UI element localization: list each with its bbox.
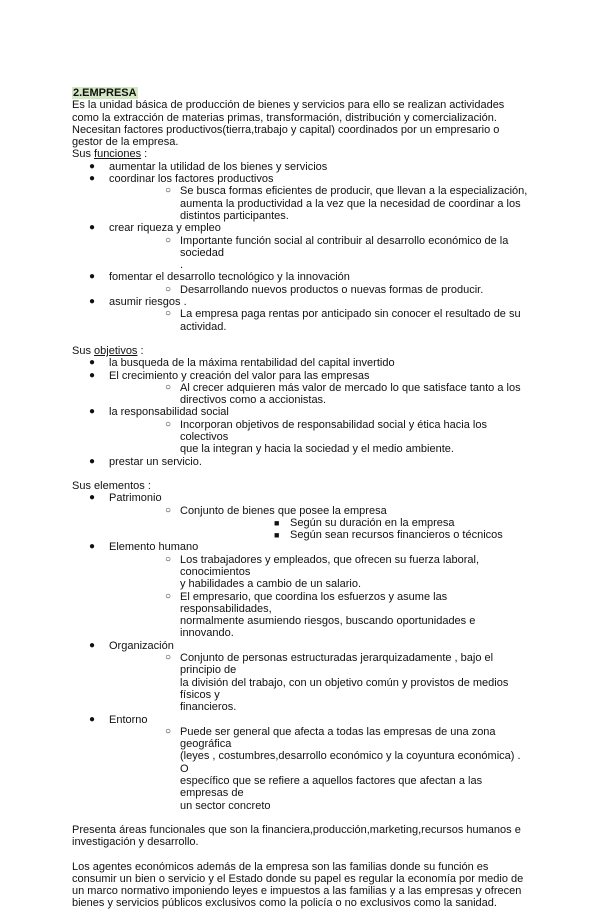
objetivos-word: objetivos	[94, 344, 138, 357]
sublist-item	[109, 235, 532, 272]
patrimonio-subsublist	[180, 517, 532, 542]
funciones-prefix: Sus	[72, 148, 95, 161]
circle-bullet-icon: ○	[165, 590, 172, 602]
sublist-item-line: .	[180, 259, 184, 272]
elementos-heading: Sus elementos :	[72, 479, 151, 492]
agentes-paragraph-line: un marco normativo imponiendo leyes e impuestos a las familias y a las empresas y ofrecen	[72, 885, 522, 898]
sublist	[109, 308, 532, 333]
list-item	[72, 406, 532, 455]
sublist-item	[109, 185, 532, 222]
sublist-item-line: Se busca formas eficientes de producir, que llevan a la especialización,	[180, 185, 528, 198]
sublist	[109, 554, 532, 640]
patrimonio-sublist	[109, 505, 532, 542]
list-item	[72, 640, 532, 714]
sublist-item-line: Los trabajadores y empleados, que ofrecen su fuerza laboral, conocimientos	[180, 553, 480, 578]
bullet-icon: ●	[89, 406, 96, 418]
list-item	[72, 173, 532, 222]
sublist	[109, 726, 532, 812]
patrimonio-desc: Conjunto de bienes que posee la empresa	[180, 504, 387, 517]
list-item	[72, 222, 532, 271]
sublist-item	[109, 284, 532, 296]
sublist-item-line: aumenta la productividad a la vez que la necesidad de coordinar a los	[180, 197, 521, 210]
sublist	[109, 284, 532, 296]
areas-paragraph-line: investigación y desarrollo.	[72, 836, 199, 849]
sublist-item-text	[180, 554, 479, 591]
sublist-item-text	[180, 235, 508, 272]
spacer	[72, 333, 532, 345]
intro-paragraph-line: Es la unidad básica de producción de bienes y servicios para ello se realizan actividades	[72, 99, 505, 112]
patrimonio-label: Patrimonio	[109, 492, 162, 505]
list-item	[72, 271, 532, 296]
sublist-item-text	[180, 185, 527, 222]
bullet-icon: ●	[89, 369, 96, 381]
list-item-text: crear riqueza y empleo	[109, 222, 221, 235]
sublist-item-line: normalmente asumiendo riesgos, buscando oportunidades e innovando.	[180, 615, 476, 640]
funciones-word: funciones	[94, 148, 142, 161]
sublist	[109, 235, 532, 272]
list-item-patrimonio	[72, 492, 532, 541]
bullet-icon: ●	[89, 222, 96, 234]
subsublist-item	[180, 517, 532, 529]
funciones-suffix: :	[141, 148, 148, 161]
square-bullet-icon: ■	[274, 517, 280, 528]
sublist-item-line: Conjunto de personas estructuradas jerarquizadamente , bajo el principio de	[180, 652, 494, 677]
bullet-icon: ●	[89, 271, 96, 283]
spacer	[72, 468, 532, 480]
sublist	[109, 419, 532, 456]
objetivos-heading	[72, 345, 532, 357]
list-item-text: prestar un servicio.	[109, 455, 202, 468]
bullet-icon: ●	[89, 541, 96, 553]
sublist-item	[109, 554, 532, 591]
sublist-item	[109, 505, 532, 542]
square-bullet-icon: ■	[274, 530, 280, 541]
funciones-list	[72, 161, 532, 333]
sublist-item-text	[180, 382, 521, 406]
bullet-icon: ●	[89, 639, 96, 651]
sublist-item	[109, 419, 532, 456]
sublist-item-line: (leyes , costumbres,desarrollo económico y la coyuntura económica) . O	[180, 750, 521, 775]
intro-paragraph-line: como la extracción de materias primas, transformación, distribución y comercialización.	[72, 111, 497, 124]
bullet-icon: ●	[89, 492, 96, 504]
sublist-item-text	[180, 419, 487, 456]
sublist-item	[109, 591, 532, 640]
list-item-text: la busqueda de la máxima rentabilidad del capital invertido	[109, 357, 395, 370]
circle-bullet-icon: ○	[165, 418, 172, 430]
bullet-icon: ●	[89, 357, 96, 369]
sublist-item-text	[180, 591, 475, 640]
sublist-item-line: Incorporan objetivos de responsabilidad social y ética hacia los colectivos	[180, 418, 487, 444]
subsub-text: Según su duración en la empresa	[290, 516, 455, 529]
spacer	[72, 849, 532, 861]
list-item-text: Entorno	[109, 713, 148, 726]
list-item-text: Organización	[109, 639, 174, 652]
sublist-item	[109, 652, 532, 713]
intro-paragraph-line: gestor de la empresa.	[72, 136, 179, 149]
circle-bullet-icon: ○	[165, 308, 172, 320]
sublist	[109, 382, 532, 407]
circle-bullet-icon: ○	[165, 504, 172, 516]
circle-bullet-icon: ○	[165, 553, 172, 565]
sublist-item-line: específico que se refiere a aquellos factores que afectan a las empresas de	[180, 775, 483, 800]
list-item	[72, 541, 532, 639]
circle-bullet-icon: ○	[165, 283, 172, 295]
list-item	[72, 456, 532, 468]
areas-paragraph	[72, 824, 532, 849]
sublist-item-text	[180, 652, 508, 713]
intro-paragraph	[72, 99, 532, 148]
sublist-item-line: distintos participantes.	[180, 209, 289, 222]
elementos-list-rest	[72, 541, 532, 812]
section-title-row	[72, 87, 532, 99]
subsub-text: Según sean recursos financieros o técnicos	[290, 529, 503, 542]
circle-bullet-icon: ○	[165, 185, 172, 197]
bullet-icon: ●	[89, 173, 96, 185]
list-item	[72, 296, 532, 333]
list-item-text: Elemento humano	[109, 541, 199, 554]
objetivos-prefix: Sus	[72, 344, 95, 357]
sublist-item-text	[180, 284, 483, 296]
sublist-item-line: directivos como a accionistas.	[180, 394, 327, 407]
list-item-text: fomentar el desarrollo tecnológico y la innovación	[109, 271, 350, 284]
sublist-item	[109, 726, 532, 812]
agentes-paragraph-line: consumir un bien o servicio y el Estado donde su papel es regular la economía por medio de	[72, 872, 524, 885]
sublist-item-text	[180, 308, 521, 332]
list-item	[72, 370, 532, 407]
document-content	[72, 87, 532, 910]
sublist-item-text	[180, 726, 521, 812]
list-item	[72, 714, 532, 812]
list-item-text: asumir riesgos .	[109, 296, 187, 309]
sublist-item-line: actividad.	[180, 320, 227, 333]
sublist	[109, 652, 532, 713]
sublist-item-line: La empresa paga rentas por anticipado sin conocer el resultado de su	[180, 308, 521, 321]
bullet-icon: ●	[89, 455, 96, 467]
agentes-paragraph-line: Los agentes económicos además de la empresa son las familias donde su función es	[72, 860, 489, 873]
sublist	[109, 185, 532, 222]
sublist-item-line: Importante función social al contribuir al desarrollo económico de la sociedad	[180, 234, 509, 259]
sublist-item	[109, 382, 532, 407]
sublist-item-line: Desarrollando nuevos productos o nuevas formas de producir.	[180, 283, 484, 296]
sublist-item-line: la división del trabajo, con un objetivo común y provistos de medios físicos y	[180, 676, 509, 701]
objetivos-list	[72, 357, 532, 468]
elementos-list	[72, 492, 532, 541]
agentes-paragraph-line: bienes y servicios públicos exclusivos como la policía o no exclusivos como la sanidad.	[72, 897, 497, 910]
sublist-item-line: un sector concreto	[180, 799, 271, 812]
list-item-text: El crecimiento y creación del valor para las empresas	[109, 369, 370, 382]
subsublist-item	[180, 529, 532, 541]
list-item-text: la responsabilidad social	[109, 406, 229, 419]
intro-paragraph-line: Necesitan factores productivos(tierra,trabajo y capital) coordinados por un empresario o	[72, 123, 500, 136]
list-item-text: coordinar los factores productivos	[109, 173, 274, 186]
objetivos-suffix: :	[137, 344, 144, 357]
section-title: 2.EMPRESA	[73, 87, 137, 99]
list-item	[72, 357, 532, 369]
circle-bullet-icon: ○	[165, 725, 172, 737]
sublist-item	[109, 308, 532, 333]
sublist-item-line: El empresario, que coordina los esfuerzos y asume las responsabilidades,	[180, 590, 448, 615]
areas-paragraph-line: Presenta áreas funcionales que son la financiera,producción,marketing,recursos humanos e	[72, 823, 521, 836]
sublist-item-line: y habilidades a cambio de un salario.	[180, 578, 362, 591]
sublist-item-line: Puede ser general que afecta a todas las empresas de una zona geográfica	[180, 725, 496, 751]
circle-bullet-icon: ○	[165, 234, 172, 246]
circle-bullet-icon: ○	[165, 652, 172, 664]
list-item-text: aumentar la utilidad de los bienes y servicios	[109, 160, 328, 173]
spacer	[72, 812, 532, 824]
sublist-item-line: Al crecer adquieren más valor de mercado lo que satisface tanto a los	[180, 381, 521, 394]
sublist-item-line: financieros.	[180, 701, 237, 714]
agentes-paragraph	[72, 861, 532, 910]
funciones-heading	[72, 148, 532, 160]
bullet-icon: ●	[89, 296, 96, 308]
sublist-item-line: que la integran y hacia la sociedad y el medio ambiente.	[180, 443, 454, 456]
bullet-icon: ●	[89, 160, 96, 172]
list-item	[72, 161, 532, 173]
bullet-icon: ●	[89, 713, 96, 725]
circle-bullet-icon: ○	[165, 381, 172, 393]
